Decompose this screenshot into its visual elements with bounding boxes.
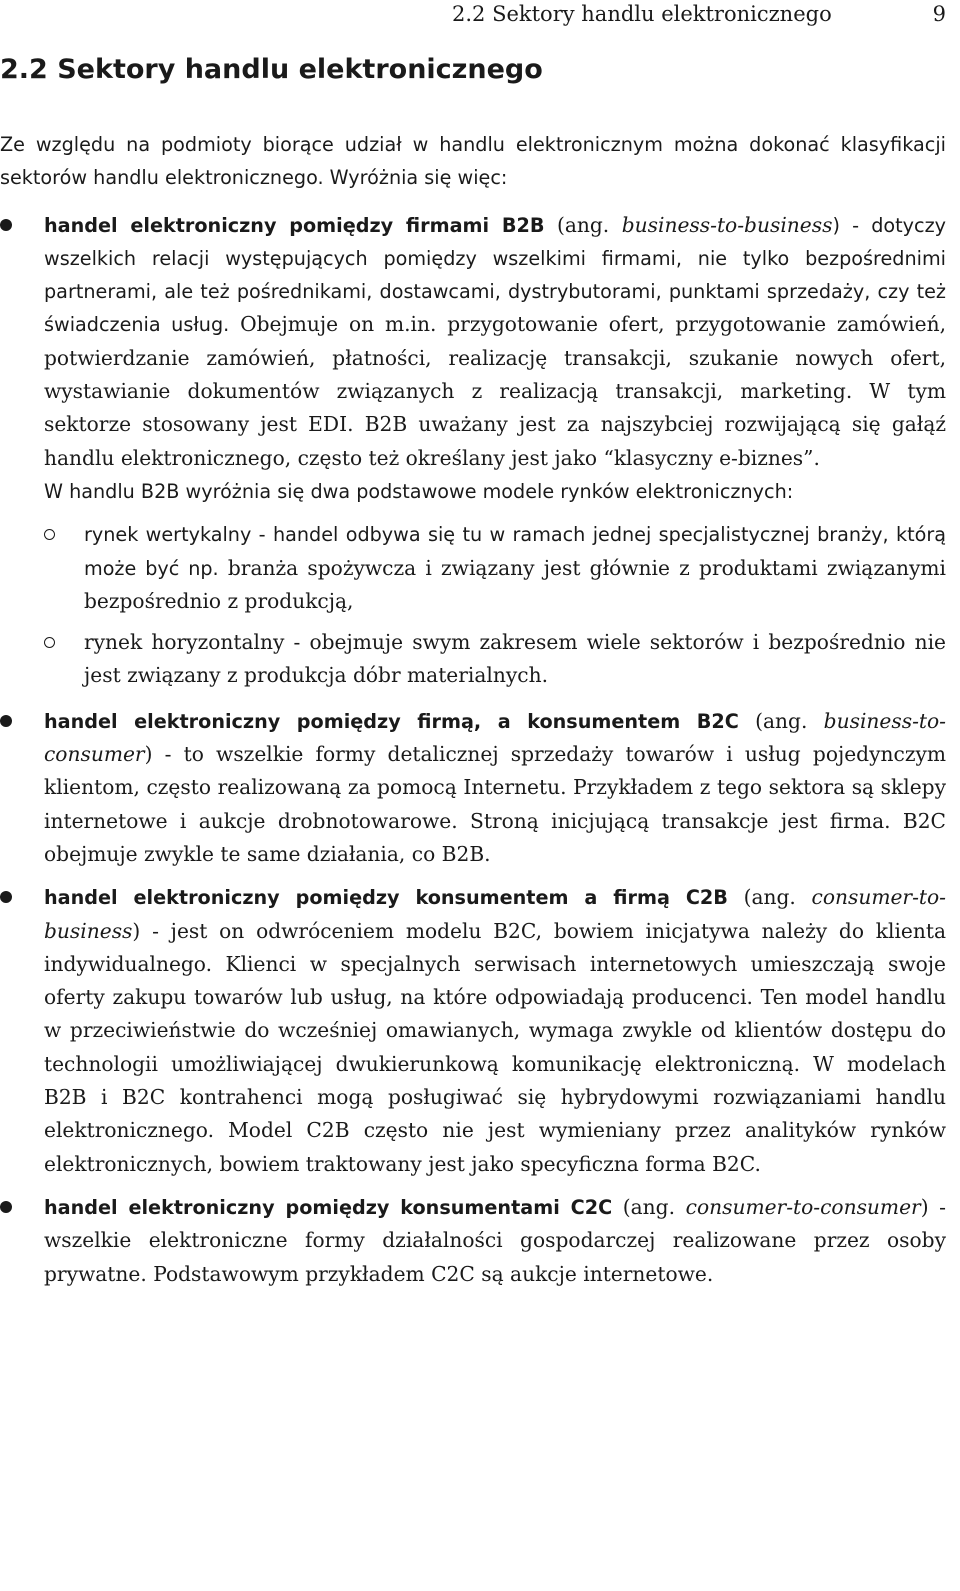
b2b-models-intro: W handlu B2B wyróżnia się dwa podstawowe modele rynków elektronicznych: <box>44 479 794 503</box>
list-item-vertical-market <box>44 518 946 618</box>
c2c-description: ) - wszelkie elektroniczne formy działalności gospodarczej realizowane przez osoby prywatne. Podstawowym przykładem C2C są aukcje internetowe. <box>44 1194 946 1286</box>
term-c2b: handel elektroniczny pomiędzy konsumentem a firmą C2B <box>44 886 728 910</box>
intro-text-2: Wyróżnia się więc: <box>323 166 508 190</box>
english-term-b2c: business-to-consumer <box>44 708 946 767</box>
ang-label: (ang. <box>612 1194 686 1219</box>
section-title: 2.2 Sektory handlu elektronicznego <box>0 54 543 85</box>
intro-text-1: Ze względu na podmioty biorące udział w handlu elektronicznym można dokonać klasyfikacji sektorów handlu elektronicznego. <box>0 133 946 190</box>
term-c2c: handel elektroniczny pomiędzy konsumentami C2C <box>44 1195 613 1219</box>
horizontal-market-text: rynek horyzontalny - obejmuje swym zakresem wiele sektorów i bezpośrednio nie jest związany z produkcja dóbr materialnych. <box>84 630 946 688</box>
bullet-icon <box>0 715 12 727</box>
list-item-b2b <box>0 209 946 693</box>
ang-label: (ang. <box>738 708 824 733</box>
page-number: 9 <box>932 2 946 26</box>
english-term-c2c: consumer-to-consumer <box>685 1194 921 1219</box>
sector-list <box>0 209 946 1291</box>
bullet-icon <box>0 1201 12 1213</box>
english-term-c2b: consumer-to-business <box>44 885 946 943</box>
market-models-list <box>44 518 946 692</box>
vertical-market-text-a: rynek wertykalny - handel odbywa się tu w ramach jednej specjalistycznej branży, którą może być np. <box>84 523 946 580</box>
section-body <box>0 128 946 1291</box>
term-b2c: handel elektroniczny pomiędzy firmą, a konsumentem B2C <box>44 709 739 733</box>
running-header-title: 2.2 Sektory handlu elektronicznego <box>452 2 832 26</box>
vertical-market-text-b: branża spożywcza i związany jest głównie z produktami związanymi bezpośrednio z produkcją, <box>84 555 946 613</box>
english-term-b2b: business-to-business <box>621 212 833 237</box>
intro-paragraph <box>0 128 946 195</box>
list-item-b2c <box>0 705 946 871</box>
bullet-icon <box>0 891 12 903</box>
list-item-c2c <box>0 1191 946 1291</box>
b2c-description: ) - to wszelkie formy detalicznej sprzedaży towarów i usług pojedynczym klientom, często realizowaną za pomocą Internetu. Przykładem z tego sektora są sklepy internetowe i aukcje drobnotowarowe. Stroną inicjującą transakcje jest firma. B2C obejmuje zwykle te same działania, co B2B. <box>44 742 946 866</box>
list-item-horizontal-market <box>44 626 946 693</box>
ang-label: (ang. <box>544 212 622 237</box>
circle-bullet-icon <box>44 529 55 540</box>
b2b-details: Obejmuje on m.in. przygotowanie ofert, przygotowanie zamówień, potwierdzanie zamówień, płatności, realizację transakcji, szukanie nowych ofert, wystawianie dokumentów związanych z realizacją transakcji, marketing. W tym sektorze stosowany jest EDI. B2B uważany jest za najszybciej rozwijającą się gałąź handlu elektronicznego, często też określany jest jako “klasyczny e-biznes”. <box>44 312 946 470</box>
bullet-icon <box>0 219 12 231</box>
running-header <box>452 0 946 30</box>
list-item-c2b <box>0 881 946 1181</box>
circle-bullet-icon <box>44 637 55 648</box>
term-b2b: handel elektroniczny pomiędzy firmami B2B <box>44 213 545 237</box>
b2b-description: ) - dotyczy wszelkich relacji występujących pomiędzy wszelkimi firmami, nie tylko bezpośrednimi partnerami, ale też pośrednikami, dostawcami, dystrybutorami, punktami sprzedaży, czy też świadczenia usług. <box>44 213 946 337</box>
c2b-description: ) - jest on odwróceniem modelu B2C, bowiem inicjatywa należy do klienta indywidualnego. Klienci w specjalnych serwisach internetowych umieszczają swoje oferty zakupu towarów lub usług, na które odpowiadają producenci. Ten model handlu w przeciwieństwie do wcześniej omawianych, wymaga zwykle od klientów dostępu do technologii umożliwiającej dwukierunkową komunikację elektroniczną. W modelach B2B i B2C kontrahenci mogą posługiwać się hybrydowymi rozwiązaniami handlu elektronicznego. Model C2B często nie jest wymieniany przez analityków rynków elektronicznych, bowiem traktowany jest jako specyficzna forma B2C. <box>44 918 946 1176</box>
ang-label: (ang. <box>727 885 812 910</box>
